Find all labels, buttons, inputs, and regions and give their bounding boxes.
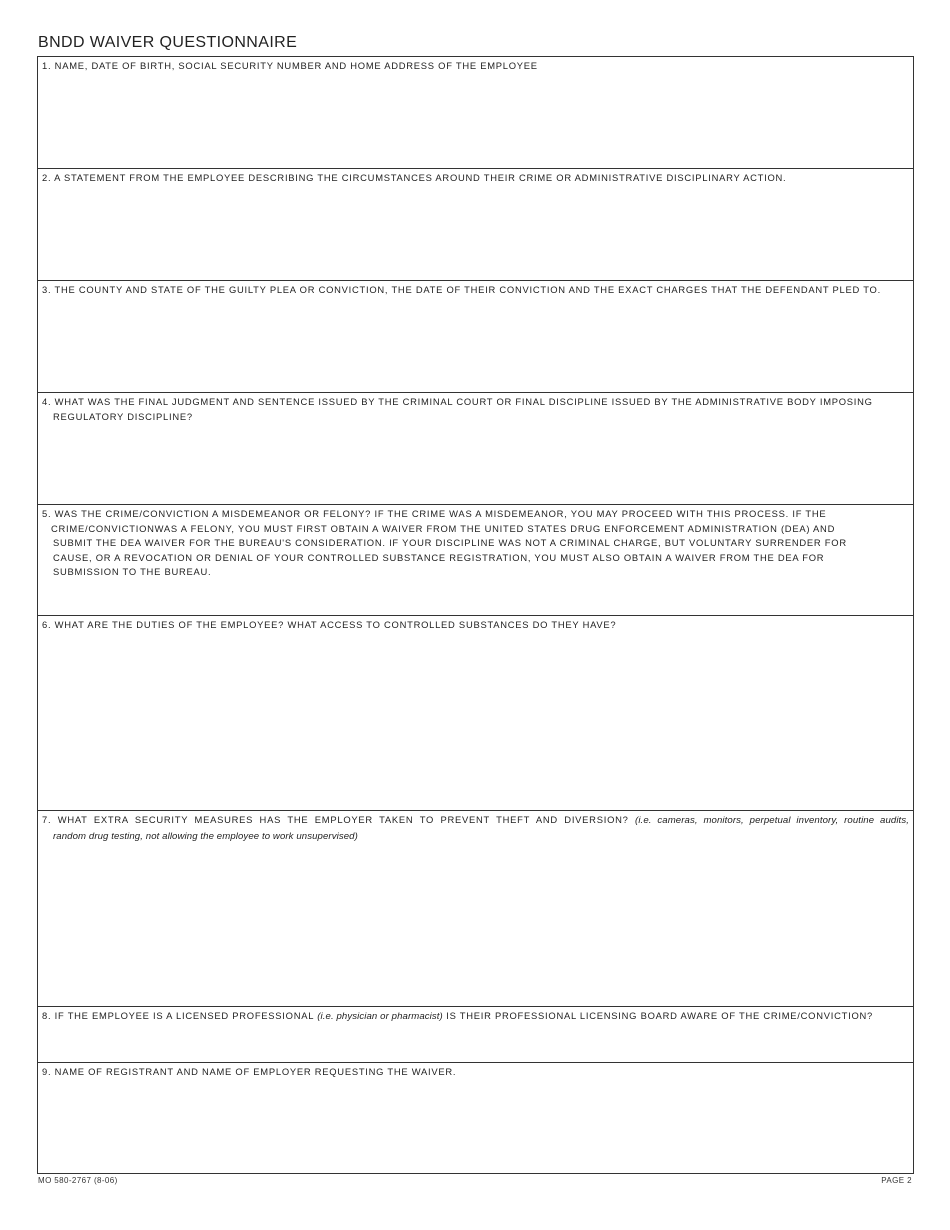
question-7-field[interactable] [38, 810, 913, 1006]
question-5-label-line: 5. WAS THE CRIME/CONVICTION A MISDEMEANOR OR FELONY? IF THE CRIME WAS A MISDEMEANOR, YOU MAY PROCEED WITH THIS PROCESS. IF THE [42, 508, 827, 519]
question-5-label-line: SUBMISSION TO THE BUREAU. [53, 566, 212, 577]
page-number: PAGE 2 [881, 1176, 912, 1185]
question-4-label-line: 4. WHAT WAS THE FINAL JUDGMENT AND SENTENCE ISSUED BY THE CRIMINAL COURT OR FINAL DISCIPLINE ISSUED BY THE ADMINISTRATIVE BODY IMPOSING [42, 396, 873, 407]
question-6-field[interactable] [38, 615, 913, 810]
question-3-field[interactable] [38, 280, 913, 392]
question-5-field[interactable] [38, 504, 913, 615]
question-8-label [42, 1009, 909, 1025]
question-7-label-line [42, 829, 909, 845]
question-9-field[interactable] [38, 1062, 913, 1173]
question-8-text: 8. IF THE EMPLOYEE IS A LICENSED PROFESSIONAL [42, 1010, 314, 1021]
question-2-label: 2. A STATEMENT FROM THE EMPLOYEE DESCRIBING THE CIRCUMSTANCES AROUND THEIR CRIME OR ADMINISTRATIVE DISCIPLINARY ACTION. [42, 172, 787, 183]
question-1-field[interactable] [38, 57, 913, 168]
question-5-label-line: CRIME/CONVICTIONWAS A FELONY, YOU MUST FIRST OBTAIN A WAIVER FROM THE UNITED STATES DRUG ENFORCEMENT ADMINISTRATION (DEA) AND [51, 522, 836, 534]
question-7-examples-cont: random drug testing, not allowing the employee to work unsupervised) [53, 830, 358, 842]
question-6-label: 6. WHAT ARE THE DUTIES OF THE EMPLOYEE? WHAT ACCESS TO CONTROLLED SUBSTANCES DO THEY HAVE? [42, 619, 617, 630]
question-1-label: 1. NAME, DATE OF BIRTH, SOCIAL SECURITY NUMBER AND HOME ADDRESS OF THE EMPLOYEE [42, 60, 538, 71]
question-8-text-cont: IS THEIR PROFESSIONAL LICENSING BOARD AWARE OF THE CRIME/CONVICTION? [446, 1010, 873, 1021]
question-7-examples: (i.e. cameras, monitors, perpetual inventory, routine audits, [635, 815, 909, 826]
question-4-label-line: REGULATORY DISCIPLINE? [53, 410, 193, 422]
question-8-field[interactable] [38, 1006, 913, 1062]
form-number: MO 580-2767 (8-06) [38, 1176, 118, 1185]
form-title: BNDD WAIVER QUESTIONNAIRE [38, 34, 298, 51]
question-5-label-line: SUBMIT THE DEA WAIVER FOR THE BUREAU'S CONSIDERATION. IF YOUR DISCIPLINE WAS NOT A CRIMINAL CHARGE, BUT VOLUNTARY SURRENDER FOR [53, 537, 847, 548]
question-5-label-line: CAUSE, OR A REVOCATION OR DENIAL OF YOUR CONTROLLED SUBSTANCE REGISTRATION, YOU MUST ALSO OBTAIN A WAIVER FROM THE DEA FOR [53, 551, 825, 563]
question-7-label-line [42, 813, 909, 829]
questionnaire-form [37, 56, 914, 1174]
question-3-label: 3. THE COUNTY AND STATE OF THE GUILTY PLEA OR CONVICTION, THE DATE OF THEIR CONVICTION AND THE EXACT CHARGES THAT THE DEFENDANT PLED TO. [42, 284, 881, 295]
question-2-field[interactable] [38, 168, 913, 280]
question-7-label: 7. WHAT EXTRA SECURITY MEASURES HAS THE EMPLOYER TAKEN TO PREVENT THEFT AND DIVERSION? [42, 814, 629, 825]
question-8-examples: (i.e. physician or pharmacist) [317, 1011, 443, 1022]
question-9-label: 9. NAME OF REGISTRANT AND NAME OF EMPLOYER REQUESTING THE WAIVER. [42, 1066, 457, 1077]
question-4-field[interactable] [38, 392, 913, 504]
